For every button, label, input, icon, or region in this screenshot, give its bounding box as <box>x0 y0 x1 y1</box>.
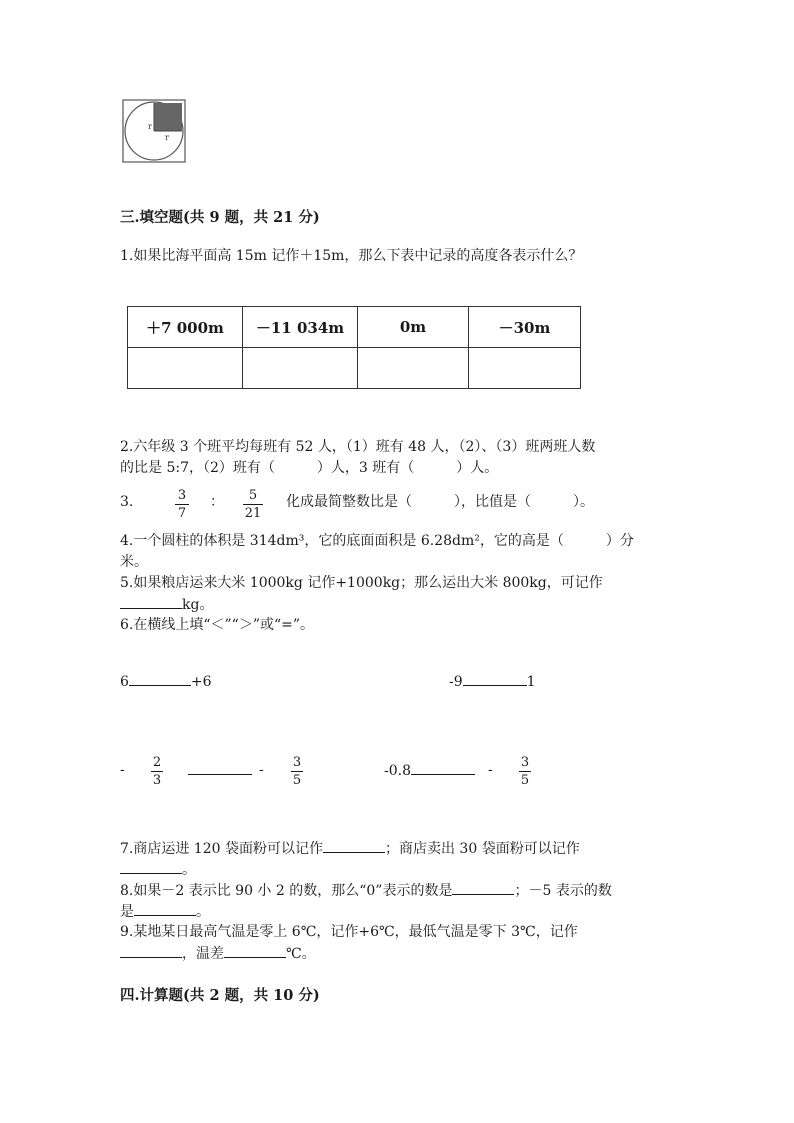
compare-1 <box>120 671 212 692</box>
table-header-cell: －30m <box>469 307 581 348</box>
minus-sign: - <box>259 762 264 778</box>
answer-blank[interactable] <box>120 943 182 958</box>
table-header-cell: －11 034m <box>243 307 358 348</box>
compare-blank[interactable] <box>411 760 475 775</box>
question-8-line-2 <box>120 901 210 922</box>
fraction-denominator: 3 <box>152 773 162 788</box>
answer-blank[interactable] <box>224 943 286 958</box>
question-9-line-1: 9.某地某日最高气温是零上 6℃，记作+6℃，最低气温是零下 3℃，记作 <box>120 924 578 940</box>
answer-blank[interactable] <box>452 880 514 895</box>
question-4-line-2: 米。 <box>120 554 148 570</box>
fraction-numerator: 3 <box>520 755 530 770</box>
question-9-line-2 <box>120 943 316 964</box>
table-answer-row <box>128 348 581 389</box>
fraction-denominator: 5 <box>292 773 302 788</box>
compare-4 <box>384 760 475 781</box>
fraction-3-7 <box>175 488 189 521</box>
svg-text:r: r <box>165 133 169 142</box>
compare-left: -9 <box>449 674 463 690</box>
compare-blank[interactable] <box>188 760 252 775</box>
unit-text: kg。 <box>182 597 214 613</box>
compare-left: 6 <box>120 674 129 690</box>
fraction-bar <box>175 504 189 505</box>
compare-right: 1 <box>526 674 536 690</box>
fraction-bar <box>151 771 163 772</box>
section-3-title: 三.填空题(共 9 题，共 21 分) <box>120 209 320 226</box>
answer-cell[interactable] <box>469 348 581 389</box>
section-4-title: 四.计算题(共 2 题，共 10 分) <box>120 987 320 1004</box>
question-7-part-2: ；商店卖出 30 袋面粉可以记作 <box>384 841 580 857</box>
question-8-part-1: 8.如果－2 表示比 90 小 2 的数，那么“0”表示的数是 <box>120 883 453 899</box>
question-3-number: 3. <box>120 494 134 510</box>
answer-blank[interactable] <box>134 901 196 916</box>
fraction-numerator: 5 <box>248 488 258 503</box>
question-5-line-2 <box>120 594 213 615</box>
fraction-denominator: 5 <box>520 773 530 788</box>
period-text: 。 <box>182 862 196 878</box>
question-3-tail: 化成最简整数比是（ ），比值是（ ）。 <box>286 494 594 510</box>
answer-blank[interactable] <box>323 838 385 853</box>
fraction-denominator: 7 <box>177 506 187 521</box>
question-5-line-1: 5.如果粮店运来大米 1000kg 记作+1000kg；那么运出大米 800kg，可记作 <box>120 575 603 591</box>
fraction-3-5 <box>291 755 303 788</box>
question-2-line-1: 2.六年级 3 个班平均每班有 52 人，（1）班有 48 人，（2）、（3）班两班人数 <box>120 439 596 455</box>
question-8-line-1 <box>120 880 612 901</box>
question-7-line-1 <box>120 838 580 859</box>
question-2-line-2: 的比是 5:7，（2）班有（ ）人，3 班有（ ）人。 <box>120 460 499 476</box>
fraction-5-21 <box>243 488 263 521</box>
compare-left: -0.8 <box>384 763 411 779</box>
compare-2 <box>449 671 536 692</box>
table-header-cell: 0m <box>358 307 469 348</box>
question-8-part-2: ；－5 表示的数 <box>514 883 612 899</box>
fraction-numerator: 3 <box>292 755 302 770</box>
fraction-numerator: 3 <box>177 488 187 503</box>
question-1-text: 1.如果比海平面高 15m 记作＋15m，那么下表中记录的高度各表示什么？ <box>120 248 583 264</box>
fraction-numerator: 2 <box>152 755 162 770</box>
fraction-2-3 <box>151 755 163 788</box>
answer-blank[interactable] <box>120 859 182 874</box>
period-text: 。 <box>196 904 210 920</box>
compare-blank[interactable] <box>463 671 527 686</box>
question-7-line-2 <box>120 859 196 880</box>
circle-square-figure <box>121 98 187 164</box>
question-7-part-1: 7.商店运进 120 袋面粉可以记作 <box>120 841 323 857</box>
minus-sign: - <box>120 762 125 778</box>
minus-sign: - <box>488 762 493 778</box>
heights-table <box>127 306 581 389</box>
compare-blank[interactable] <box>129 671 191 686</box>
fraction-denominator: 21 <box>244 506 262 521</box>
question-4-line-1: 4.一个圆柱的体积是 314dm³，它的底面面积是 6.28dm²，它的高是（ ）分 <box>120 533 634 549</box>
answer-cell[interactable] <box>358 348 469 389</box>
fraction-bar <box>243 504 263 505</box>
answer-blank[interactable] <box>120 594 182 609</box>
ratio-colon: ： <box>210 494 224 510</box>
unit-text: ℃。 <box>286 946 316 962</box>
compare-right: +6 <box>190 674 212 690</box>
fraction-bar <box>519 771 531 772</box>
prefix-text: 是 <box>120 904 134 920</box>
compare-3 <box>188 760 252 779</box>
temperature-difference-text: ，温差 <box>182 946 224 962</box>
table-header-cell: ＋7 000m <box>128 307 243 348</box>
svg-text:r: r <box>148 122 152 131</box>
question-6-text: 6.在横线上填“＜”“＞”或“=”。 <box>120 617 315 633</box>
answer-cell[interactable] <box>128 348 243 389</box>
fraction-3-5 <box>519 755 531 788</box>
answer-cell[interactable] <box>243 348 358 389</box>
fraction-bar <box>291 771 303 772</box>
table-header-row <box>128 307 581 348</box>
